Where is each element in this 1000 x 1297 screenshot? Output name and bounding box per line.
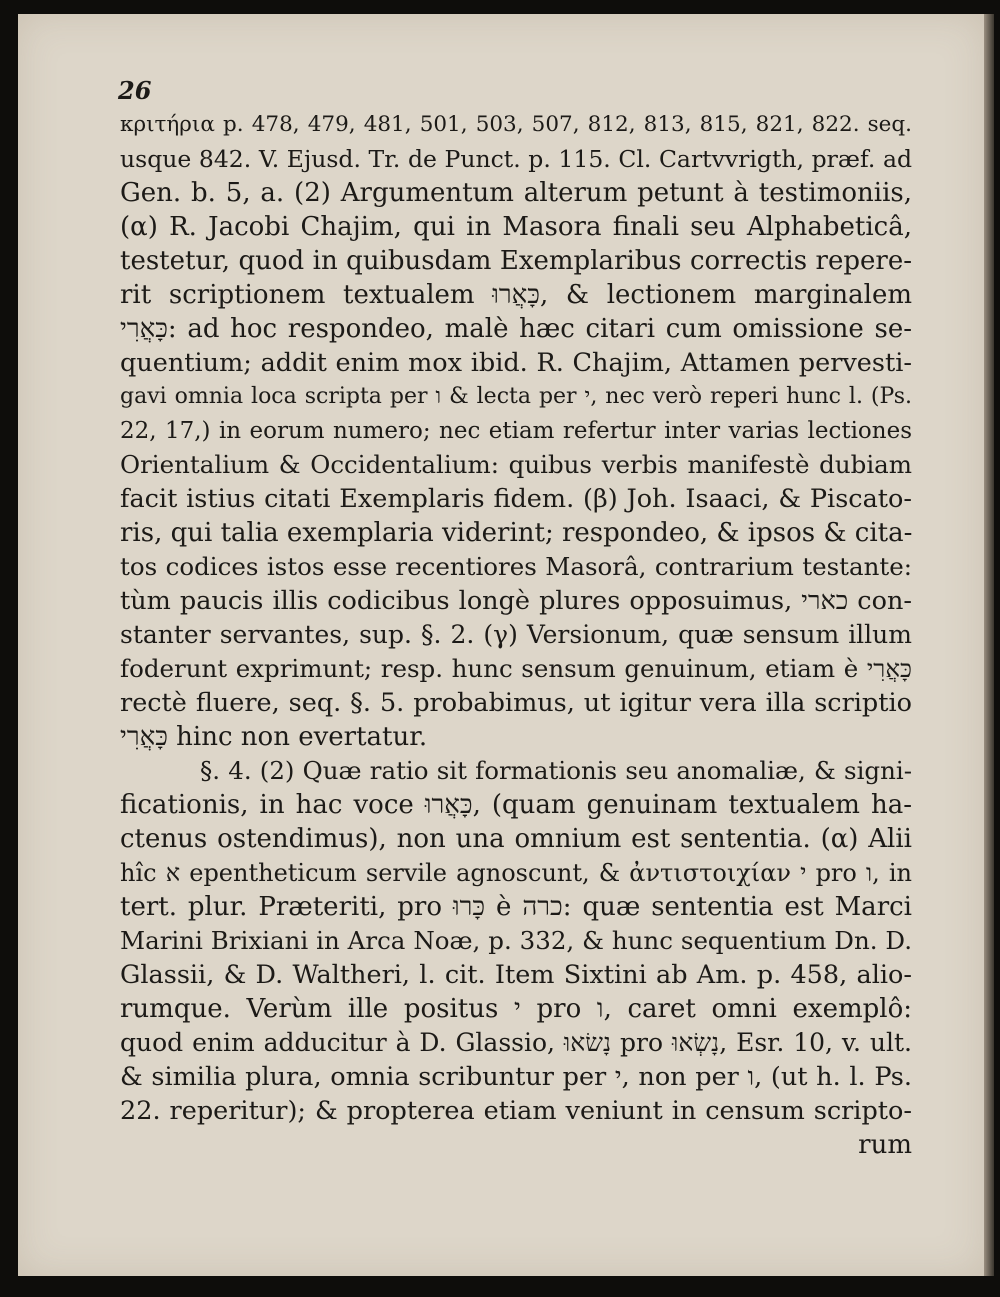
text-line: facit istius citati Exemplaris fidem. (β) Joh. Isaaci, & Piscato- <box>120 484 912 514</box>
text-line: (α) R. Jacobi Chajim, qui in Masora finali seu Alphabeticâ, <box>120 212 912 242</box>
text-line: tert. plur. Præteriti, pro כָּרוּ è כרה: quæ sententia est Marci <box>120 892 912 922</box>
page-edge <box>984 14 994 1276</box>
text-line: 22, 17,) in eorum numero; nec etiam refertur inter varias lectiones <box>120 418 912 444</box>
text-line: tùm paucis illis codicibus longè plures opposuimus, כארי con- <box>120 586 912 616</box>
text-line: testetur, quod in quibusdam Exemplaribus correctis repere- <box>120 246 912 276</box>
text-line: rectè fluere, seq. §. 5. probabimus, ut igitur vera illa scriptio <box>120 688 912 718</box>
text-line: κριτήρια p. 478, 479, 481, 501, 503, 507, 812, 813, 815, 821, 822. seq. <box>120 112 912 137</box>
text-line: ris, qui talia exemplaria viderint; respondeo, & ipsos & cita- <box>120 518 913 548</box>
text-line: כָּאֲרִי hinc non evertatur. <box>120 722 428 752</box>
text-line: 22. reperitur); & propterea etiam veniunt in censum scripto- <box>120 1096 912 1126</box>
section-heading-line: §. 4. (2) Quæ ratio sit formationis seu anomaliæ, & signi- <box>200 756 912 785</box>
text-line: rumque. Verùm ille positus י pro ו, caret omni exemplô: <box>120 994 913 1024</box>
text-line: tos codices istos esse recentiores Masorâ, contrarium testante: <box>120 552 912 581</box>
text-line: ficationis, in hac voce כָּאֲרוּ, (quam genuinam textualem ha- <box>120 790 912 820</box>
text-line: & similia plura, omnia scribuntur per י, non per ו, (ut h. l. Ps. <box>120 1062 912 1092</box>
text-line: Glassii, & D. Waltheri, l. cit. Item Sixtini ab Am. p. 458, alio- <box>120 960 912 990</box>
text-line: gavi omnia loca scripta per ו & lecta per י, nec verò reperi hunc l. (Ps. <box>120 384 912 409</box>
text-line: ctenus ostendimus), non una omnium est sententia. (α) Alii <box>120 824 912 854</box>
page-number: 26 <box>118 76 152 105</box>
text-line: Orientalium & Occidentalium: quibus verbis manifestè dubiam <box>120 450 912 479</box>
text-line: stanter servantes, sup. §. 2. (γ) Versionum, quæ sensum illum <box>120 620 912 649</box>
body-text <box>120 108 912 1162</box>
text-line: Gen. b. 5, a. (2) Argumentum alterum petunt à testimoniis, <box>120 178 912 208</box>
text-line: usque 842. V. Ejusd. Tr. de Punct. p. 115. Cl. Cartvvrigth, præf. ad <box>120 145 912 173</box>
text-line: quentium; addit enim mox ibid. R. Chajim, Attamen pervesti- <box>120 348 912 378</box>
text-line: Marini Brixiani in Arca Noæ, p. 332, & hunc sequentium Dn. D. <box>120 926 912 955</box>
text-line: כָּאֲרִי: ad hoc respondeo, malè hæc citari cum omissione se- <box>120 314 912 344</box>
text-line: foderunt exprimunt; resp. hunc sensum genuinum, etiam è כָּאֲרִי <box>120 654 912 683</box>
catchword: rum <box>858 1130 912 1160</box>
text-line: hîc א epentheticum servile agnoscunt, & ἀντιστοιχίαν י pro ו, in <box>120 859 913 887</box>
text-line: quod enim adducitur à D. Glassio, נָשׂאוּ pro נָשְׂאוּ, Esr. 10, v. ult. <box>120 1028 912 1057</box>
text-line: rit scriptionem textualem כָּאֲרוּ, & lectionem marginalem <box>120 280 912 310</box>
